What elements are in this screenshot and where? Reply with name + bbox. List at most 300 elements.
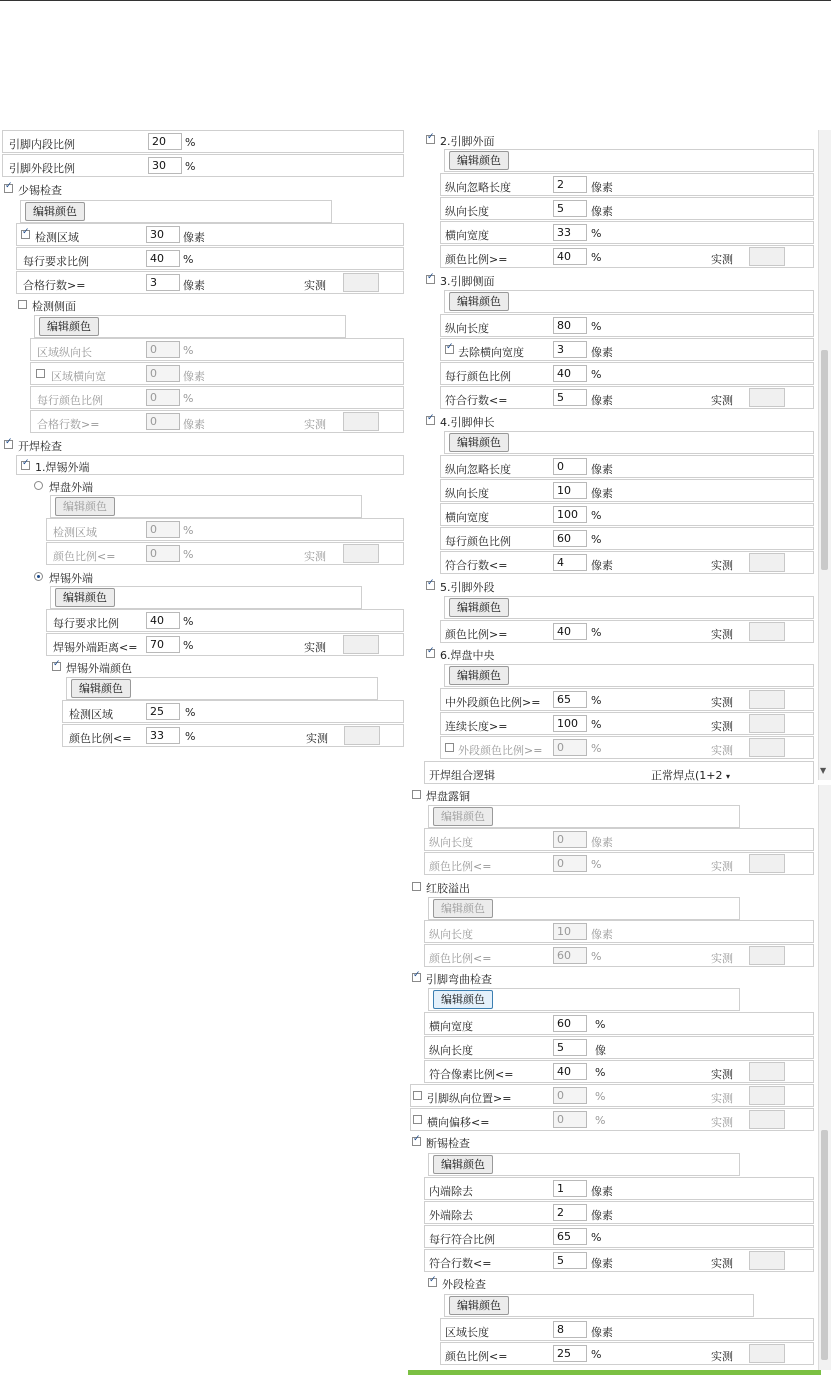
tin-outer-color-row — [50, 586, 362, 609]
outer-remove-unit: 像素 — [591, 1209, 613, 1222]
tin-outer-color-area-row — [62, 700, 404, 723]
inner-ratio-input[interactable]: 20 — [148, 133, 182, 150]
sec6-cont-len-measure-box — [749, 714, 785, 733]
less-tin-title: 少锡检查 — [18, 184, 62, 197]
sec6-mid-outer-measure-box — [749, 690, 785, 709]
sec4-horiz-w-input[interactable]: 100 — [553, 506, 587, 523]
less-tin-edit-color-button[interactable]: 编辑颜色 — [25, 202, 85, 221]
inner-remove-unit: 像素 — [591, 1185, 613, 1198]
pad-copper-title: 焊盘露铜 — [426, 790, 470, 803]
tin-outer-color-area-input[interactable]: 25 — [146, 703, 180, 720]
tin-outer-edit-color-button[interactable]: 编辑颜色 — [55, 588, 115, 607]
bend-vert-len-label: 纵向长度 — [429, 1044, 473, 1057]
side-row-color-row — [30, 386, 404, 409]
sec4-match-rows-input[interactable]: 4 — [553, 554, 587, 571]
sec6-mid-outer-unit: % — [591, 694, 602, 707]
red-glue-color-ratio-input[interactable]: 60 — [553, 947, 587, 964]
sec5-edit-color-button[interactable]: 编辑颜色 — [449, 598, 509, 617]
outer-check-color-ratio-label: 颜色比例<= — [445, 1350, 508, 1363]
pass-rows-label: 合格行数>= — [23, 279, 86, 292]
side-pass-rows-input[interactable]: 0 — [146, 413, 180, 430]
tin-outer-color-area-unit: % — [185, 706, 196, 719]
red-glue-color-ratio-row — [424, 944, 814, 967]
sec4-color-row — [444, 431, 814, 454]
left-settings-panel — [0, 130, 420, 751]
bend-pix-ratio-row — [424, 1060, 814, 1083]
tin-outer-color-measure-label: 实测 — [306, 732, 328, 745]
sec2-title: 2.引脚外面 — [440, 135, 495, 148]
red-glue-vert-len-input[interactable]: 10 — [553, 923, 587, 940]
sec4-vert-ignore-unit: 像素 — [591, 463, 613, 476]
sec3-remove-w-unit: 像素 — [591, 346, 613, 359]
scroll-down-icon[interactable]: ▼ — [820, 766, 827, 775]
sec3-remove-w-checkbox[interactable] — [445, 345, 454, 354]
tin-outer-row-ratio-label: 每行要求比例 — [53, 617, 119, 630]
pin-vert-checkbox[interactable] — [413, 1091, 422, 1100]
broken-tin-header — [410, 1132, 814, 1152]
tin-outer-radio[interactable] — [34, 572, 43, 581]
sec5-color-ratio-row — [440, 620, 814, 643]
pad-copper-measure-box — [749, 854, 785, 873]
side-vert-len-unit: % — [183, 344, 194, 357]
sec2-color-ratio-label: 颜色比例>= — [445, 253, 508, 266]
right-settings-panel — [408, 130, 831, 1376]
sec4-vert-len-label: 纵向长度 — [445, 487, 489, 500]
bend-edit-color-button[interactable]: 编辑颜色 — [433, 990, 493, 1009]
sec6-mid-outer-row — [440, 688, 814, 711]
sec3-vert-len-row — [440, 314, 814, 337]
less-tin-pass-rows-row — [16, 271, 404, 294]
detect-area-label: 检测区域 — [35, 231, 79, 244]
sec5-color-ratio-input[interactable]: 40 — [553, 623, 587, 640]
red-glue-color-row — [428, 897, 740, 920]
less-tin-checkbox[interactable] — [4, 184, 13, 193]
pad-outer-measure-label: 实测 — [304, 550, 326, 563]
sec2-edit-color-button[interactable]: 编辑颜色 — [449, 151, 509, 170]
pin-vert-input[interactable]: 0 — [553, 1087, 587, 1104]
pad-copper-color-ratio-label: 颜色比例<= — [429, 860, 492, 873]
sec6-mid-outer-label: 中外段颜色比例>= — [445, 696, 541, 709]
sec4-horiz-w-row — [440, 503, 814, 526]
horiz-offset-checkbox[interactable] — [413, 1115, 422, 1124]
less-tin-area-row — [16, 223, 404, 246]
bend-header — [410, 968, 814, 988]
pad-outer-radio[interactable] — [34, 481, 43, 490]
broken-tin-edit-color-button[interactable]: 编辑颜色 — [433, 1155, 493, 1174]
tin-outer-dist-input[interactable]: 70 — [146, 636, 180, 653]
sec4-edit-color-button[interactable]: 编辑颜色 — [449, 433, 509, 452]
red-glue-edit-color-button[interactable]: 编辑颜色 — [433, 899, 493, 918]
sec4-vert-ignore-row — [440, 455, 814, 478]
sec3-measure-box — [749, 388, 785, 407]
sec6-outer-seg-checkbox[interactable] — [445, 743, 454, 752]
sec1-title: 1.焊锡外端 — [35, 461, 90, 474]
sec6-cont-len-row — [440, 712, 814, 735]
sec6-cont-len-input[interactable]: 100 — [553, 715, 587, 732]
sec4-row-color-row — [440, 527, 814, 550]
area-len-input[interactable]: 8 — [553, 1321, 587, 1338]
tin-outer-color-checkbox[interactable] — [52, 662, 61, 671]
pad-outer-area-unit: % — [183, 524, 194, 537]
pin-vert-unit: % — [595, 1090, 606, 1103]
side-vert-len-input[interactable]: 0 — [146, 341, 180, 358]
bend-pix-ratio-label: 符合像素比例<= — [429, 1068, 514, 1081]
sec3-vert-len-label: 纵向长度 — [445, 322, 489, 335]
side-check-title: 检测侧面 — [32, 300, 76, 313]
detect-area-input[interactable]: 30 — [146, 226, 180, 243]
row-match-input[interactable]: 65 — [553, 1228, 587, 1245]
side-check-color-row — [34, 315, 346, 338]
sec3-row-color-unit: % — [591, 368, 602, 381]
pad-copper-measure-label: 实测 — [711, 860, 733, 873]
top-rule — [0, 0, 831, 1]
green-status-bar — [408, 1370, 821, 1375]
chevron-down-icon: ▾ — [726, 772, 731, 781]
pad-copper-vert-len-unit: 像素 — [591, 836, 613, 849]
sec1-header — [16, 455, 404, 475]
right-scrollbar-lower[interactable] — [818, 785, 831, 1370]
sec4-row-color-label: 每行颜色比例 — [445, 535, 511, 548]
outer-check-color-ratio-input[interactable]: 25 — [553, 1345, 587, 1362]
sec2-horiz-w-input[interactable]: 33 — [553, 224, 587, 241]
inner-ratio-row — [2, 130, 404, 153]
pad-copper-edit-color-button[interactable]: 编辑颜色 — [433, 807, 493, 826]
sec4-vert-len-input[interactable]: 10 — [553, 482, 587, 499]
red-glue-vert-len-label: 纵向长度 — [429, 928, 473, 941]
row-match-label: 每行符合比例 — [429, 1233, 495, 1246]
tin-outer-color-measure-box — [344, 726, 380, 745]
open-weld-title: 开焊检查 — [18, 440, 62, 453]
sec4-header — [424, 411, 814, 431]
red-glue-title: 红胶溢出 — [426, 882, 470, 895]
horiz-offset-row — [410, 1108, 814, 1131]
tin-outer-color-ratio-unit: % — [185, 730, 196, 743]
tin-outer-dist-label: 焊锡外端距离<= — [53, 641, 138, 654]
outer-ratio-label: 引脚外段比例 — [9, 162, 75, 175]
outer-check-color-ratio-row — [440, 1342, 814, 1365]
sec3-title: 3.引脚侧面 — [440, 275, 495, 288]
less-tin-row-ratio-row — [16, 247, 404, 270]
sec5-color-ratio-unit: % — [591, 626, 602, 639]
right-scroll-thumb-lower[interactable] — [821, 1130, 828, 1360]
side-pass-rows-measure-box — [343, 412, 379, 431]
tin-outer-header — [30, 567, 404, 587]
horiz-offset-measure-box — [749, 1110, 785, 1129]
tin-outer-color-ratio-row — [62, 724, 404, 747]
bend-horiz-w-label: 横向宽度 — [429, 1020, 473, 1033]
pad-copper-color-ratio-unit: % — [591, 858, 602, 871]
pad-copper-color-ratio-row — [424, 852, 814, 875]
sec3-color-row — [444, 290, 814, 313]
sec6-outer-seg-measure-box — [749, 738, 785, 757]
sec3-remove-w-label: 去除横向宽度 — [458, 346, 524, 359]
side-horiz-w-row — [30, 362, 404, 385]
pad-outer-area-input[interactable]: 0 — [146, 521, 180, 538]
bend-color-row — [428, 988, 740, 1011]
pad-copper-color-ratio-input[interactable]: 0 — [553, 855, 587, 872]
bend-horiz-w-input[interactable]: 60 — [553, 1015, 587, 1032]
pad-copper-vert-len-input[interactable]: 0 — [553, 831, 587, 848]
side-horiz-w-input[interactable]: 0 — [146, 365, 180, 382]
detect-area-checkbox[interactable] — [21, 230, 30, 239]
outer-remove-label: 外端除去 — [429, 1209, 473, 1222]
pad-outer-area-label: 检测区域 — [53, 526, 97, 539]
row-ratio-input[interactable]: 40 — [146, 250, 180, 267]
bend-measure-box — [749, 1062, 785, 1081]
broken-tin-title: 断锡检查 — [426, 1137, 470, 1150]
broken-tin-outer-row — [424, 1201, 814, 1224]
sec3-match-rows-unit: 像素 — [591, 394, 613, 407]
broken-match-rows-unit: 像素 — [591, 1257, 613, 1270]
broken-tin-inner-row — [424, 1177, 814, 1200]
broken-tin-checkbox[interactable] — [412, 1137, 421, 1146]
sec5-measure-box — [749, 622, 785, 641]
inner-remove-label: 内端除去 — [429, 1185, 473, 1198]
pad-outer-color-row — [50, 495, 362, 518]
tin-outer-color-header — [46, 657, 404, 677]
sec4-horiz-w-unit: % — [591, 509, 602, 522]
outer-check-measure-box — [749, 1344, 785, 1363]
pad-outer-color-ratio-row — [46, 542, 404, 565]
sec6-cont-len-unit: % — [591, 718, 602, 731]
sec4-match-rows-row — [440, 551, 814, 574]
tin-outer-color-edit-color-button[interactable]: 编辑颜色 — [71, 679, 131, 698]
side-pass-rows-measure-label: 实测 — [304, 418, 326, 431]
sec4-vert-len-row — [440, 479, 814, 502]
pad-outer-edit-color-button[interactable]: 编辑颜色 — [55, 497, 115, 516]
broken-match-rows-label: 符合行数<= — [429, 1257, 492, 1270]
sec3-row-color-input[interactable]: 40 — [553, 365, 587, 382]
logic-dropdown-value: 正常焊点(1+2 — [651, 769, 723, 782]
area-len-unit: 像素 — [591, 1326, 613, 1339]
red-glue-color-ratio-label: 颜色比例<= — [429, 952, 492, 965]
sec5-measure-label: 实测 — [711, 628, 733, 641]
side-check-header — [16, 295, 404, 315]
bend-vert-len-unit: 像 — [595, 1044, 606, 1057]
sec3-remove-w-row — [440, 338, 814, 361]
logic-label: 开焊组合逻辑 — [429, 769, 495, 782]
detect-area-unit: 像素 — [183, 231, 205, 244]
sec2-measure-box — [749, 247, 785, 266]
tin-outer-row-ratio-input[interactable]: 40 — [146, 612, 180, 629]
sec4-vert-ignore-input[interactable]: 0 — [553, 458, 587, 475]
outer-check-edit-color-button[interactable]: 编辑颜色 — [449, 1296, 509, 1315]
bend-vert-len-input[interactable]: 5 — [553, 1039, 587, 1056]
broken-tin-row-match-row — [424, 1225, 814, 1248]
side-pass-rows-label: 合格行数>= — [37, 418, 100, 431]
sec6-outer-seg-input[interactable]: 0 — [553, 739, 587, 756]
inner-remove-input[interactable]: 1 — [553, 1180, 587, 1197]
sec4-horiz-w-label: 横向宽度 — [445, 511, 489, 524]
sec6-outer-seg-unit: % — [591, 742, 602, 755]
sec4-title: 4.引脚伸长 — [440, 416, 495, 429]
sec3-edit-color-button[interactable]: 编辑颜色 — [449, 292, 509, 311]
sec2-vert-len-input[interactable]: 5 — [553, 200, 587, 217]
side-horiz-w-unit: 像素 — [183, 370, 205, 383]
sec3-checkbox[interactable] — [426, 275, 435, 284]
open-weld-header — [2, 435, 404, 455]
sec2-checkbox[interactable] — [426, 135, 435, 144]
broken-match-rows-input[interactable]: 5 — [553, 1252, 587, 1269]
horiz-offset-measure-label: 实测 — [711, 1116, 733, 1129]
outer-ratio-input[interactable]: 30 — [148, 157, 182, 174]
sec3-remove-w-input[interactable]: 3 — [553, 341, 587, 358]
sec3-vert-len-unit: % — [591, 320, 602, 333]
bend-vert-len-row — [424, 1036, 814, 1059]
sec4-match-rows-label: 符合行数<= — [445, 559, 508, 572]
tin-outer-dist-measure-box — [343, 635, 379, 654]
sec5-color-row — [444, 596, 814, 619]
sec6-cont-len-label: 连续长度>= — [445, 720, 508, 733]
tin-outer-color-ratio-label: 颜色比例<= — [69, 732, 132, 745]
sec3-match-rows-input[interactable]: 5 — [553, 389, 587, 406]
outer-ratio-unit: % — [185, 160, 196, 173]
outer-remove-input[interactable]: 2 — [553, 1204, 587, 1221]
tin-outer-color-area-label: 检测区域 — [69, 708, 113, 721]
sec3-row-color-label: 每行颜色比例 — [445, 370, 511, 383]
pad-copper-color-row — [428, 805, 740, 828]
side-row-color-unit: % — [183, 392, 194, 405]
outer-check-checkbox[interactable] — [428, 1278, 437, 1287]
outer-ratio-row — [2, 154, 404, 177]
row-ratio-unit: % — [183, 253, 194, 266]
pass-rows-measure-box — [343, 273, 379, 292]
broken-measure-box — [749, 1251, 785, 1270]
sec2-horiz-w-row — [440, 221, 814, 244]
sec2-vert-ignore-unit: 像素 — [591, 181, 613, 194]
side-vert-len-row — [30, 338, 404, 361]
sec2-color-ratio-input[interactable]: 40 — [553, 248, 587, 265]
sec2-measure-label: 实测 — [711, 253, 733, 266]
pin-vert-measure-label: 实测 — [711, 1092, 733, 1105]
broken-measure-label: 实测 — [711, 1257, 733, 1270]
sec2-vert-ignore-label: 纵向忽略长度 — [445, 181, 511, 194]
side-pass-rows-unit: 像素 — [183, 418, 205, 431]
sec6-edit-color-button[interactable]: 编辑颜色 — [449, 666, 509, 685]
sec4-measure-box — [749, 553, 785, 572]
sec5-header — [424, 576, 814, 596]
red-glue-header — [410, 877, 814, 897]
tin-outer-dist-unit: % — [183, 639, 194, 652]
sec3-header — [424, 270, 814, 290]
tin-outer-dist-row — [46, 633, 404, 656]
right-scrollbar-upper[interactable] — [818, 130, 831, 780]
sec2-vert-ignore-input[interactable]: 2 — [553, 176, 587, 193]
side-pass-rows-row — [30, 410, 404, 433]
less-tin-color-row — [20, 200, 332, 223]
sec2-horiz-w-unit: % — [591, 227, 602, 240]
pad-outer-area-row — [46, 518, 404, 541]
horiz-offset-unit: % — [595, 1114, 606, 1127]
red-glue-checkbox[interactable] — [412, 882, 421, 891]
red-glue-vert-len-row — [424, 920, 814, 943]
horiz-offset-input[interactable]: 0 — [553, 1111, 587, 1128]
pin-vert-row — [410, 1084, 814, 1107]
bend-checkbox[interactable] — [412, 973, 421, 982]
sec2-horiz-w-label: 横向宽度 — [445, 229, 489, 242]
sec5-title: 5.引脚外段 — [440, 581, 495, 594]
sec6-mid-outer-measure-label: 实测 — [711, 696, 733, 709]
tin-outer-title: 焊锡外端 — [49, 572, 93, 585]
sec6-title: 6.焊盘中央 — [440, 649, 495, 662]
red-glue-vert-len-unit: 像素 — [591, 928, 613, 941]
bend-pix-ratio-input[interactable]: 40 — [553, 1063, 587, 1080]
logic-dropdown[interactable] — [651, 767, 730, 783]
outer-check-title: 外段检查 — [442, 1278, 486, 1291]
sec3-match-rows-row — [440, 386, 814, 409]
pin-vert-measure-box — [749, 1086, 785, 1105]
logic-row — [424, 761, 814, 784]
broken-tin-match-rows-row — [424, 1249, 814, 1272]
tin-outer-color-title: 焊锡外端颜色 — [66, 662, 132, 675]
sec4-vert-ignore-label: 纵向忽略长度 — [445, 463, 511, 476]
sec5-checkbox[interactable] — [426, 581, 435, 590]
row-match-unit: % — [591, 1231, 602, 1244]
side-check-edit-color-button[interactable]: 编辑颜色 — [39, 317, 99, 336]
pad-copper-vert-len-row — [424, 828, 814, 851]
sec6-outer-seg-measure-label: 实测 — [711, 744, 733, 757]
open-weld-checkbox[interactable] — [4, 440, 13, 449]
sec6-header — [424, 644, 814, 664]
pad-outer-color-ratio-input[interactable]: 0 — [146, 545, 180, 562]
sec2-header — [424, 130, 814, 150]
sec5-color-ratio-label: 颜色比例>= — [445, 628, 508, 641]
outer-check-area-row — [440, 1318, 814, 1341]
bend-horiz-w-row — [424, 1012, 814, 1035]
tin-outer-dist-measure-label: 实测 — [304, 641, 326, 654]
sec2-vert-len-unit: 像素 — [591, 205, 613, 218]
right-scroll-thumb-upper[interactable] — [821, 350, 828, 570]
outer-check-header — [424, 1273, 814, 1293]
sec3-match-rows-label: 符合行数<= — [445, 394, 508, 407]
sec6-color-row — [444, 664, 814, 687]
sec6-cont-len-measure-label: 实测 — [711, 720, 733, 733]
sec4-row-color-unit: % — [591, 533, 602, 546]
outer-check-measure-label: 实测 — [711, 1350, 733, 1363]
less-tin-header — [2, 179, 404, 199]
pad-copper-checkbox[interactable] — [412, 790, 421, 799]
sec6-outer-seg-label: 外段颜色比例>= — [458, 744, 543, 757]
row-ratio-label: 每行要求比例 — [23, 255, 89, 268]
pad-outer-header — [30, 476, 404, 496]
red-glue-measure-box — [749, 946, 785, 965]
area-len-label: 区域长度 — [445, 1326, 489, 1339]
sec3-row-color-row — [440, 362, 814, 385]
sec4-row-color-input[interactable]: 60 — [553, 530, 587, 547]
sec2-color-ratio-row — [440, 245, 814, 268]
sec2-vert-ignore-row — [440, 173, 814, 196]
tin-outer-row-ratio-row — [46, 609, 404, 632]
inner-ratio-unit: % — [185, 136, 196, 149]
sec2-vert-len-row — [440, 197, 814, 220]
tin-outer-color-ratio-input[interactable]: 33 — [146, 727, 180, 744]
sec4-measure-label: 实测 — [711, 559, 733, 572]
sec6-mid-outer-input[interactable]: 65 — [553, 691, 587, 708]
sec6-checkbox[interactable] — [426, 649, 435, 658]
bend-horiz-w-unit: % — [595, 1018, 606, 1031]
sec2-color-ratio-unit: % — [591, 251, 602, 264]
side-horiz-w-checkbox[interactable] — [36, 369, 45, 378]
sec1-checkbox[interactable] — [21, 461, 30, 470]
side-check-checkbox[interactable] — [18, 300, 27, 309]
sec4-checkbox[interactable] — [426, 416, 435, 425]
bend-measure-label: 实测 — [711, 1068, 733, 1081]
side-vert-len-label: 区域纵向长 — [37, 346, 92, 359]
sec3-vert-len-input[interactable]: 80 — [553, 317, 587, 334]
bend-pix-ratio-unit: % — [595, 1066, 606, 1079]
side-row-color-input[interactable]: 0 — [146, 389, 180, 406]
pass-rows-input[interactable]: 3 — [146, 274, 180, 291]
